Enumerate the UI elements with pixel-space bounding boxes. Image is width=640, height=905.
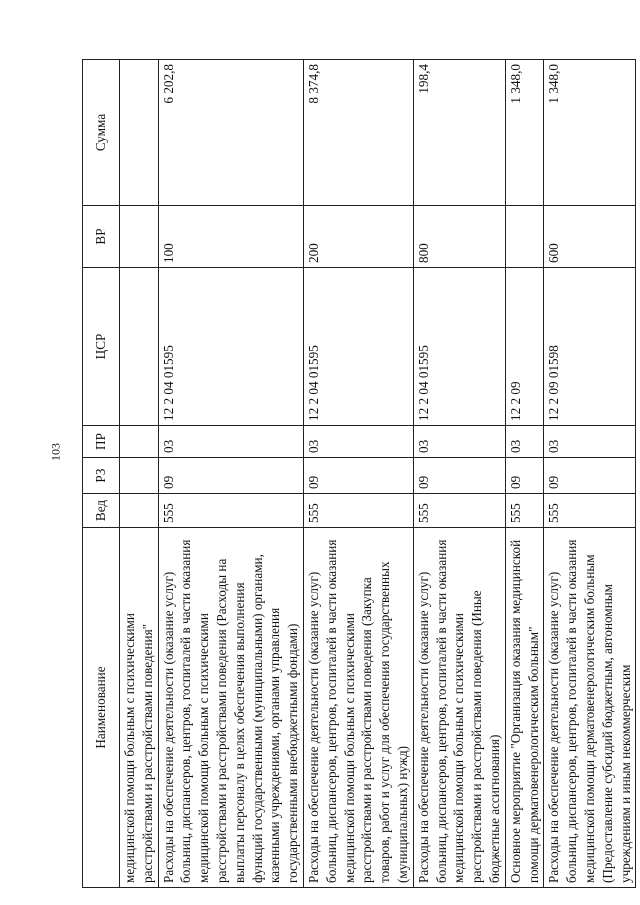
cell-csr: 12 2 09 bbox=[505, 268, 544, 426]
cell-rz: 09 bbox=[544, 458, 636, 494]
cell-rz bbox=[120, 458, 159, 494]
header-pr: ПР bbox=[83, 426, 120, 458]
cell-sum: 1 348,0 bbox=[544, 60, 636, 206]
cell-csr: 12 2 04 01595 bbox=[413, 268, 505, 426]
cell-rz: 09 bbox=[158, 458, 303, 494]
cell-vr bbox=[505, 206, 544, 268]
cell-vr: 600 bbox=[544, 206, 636, 268]
cell-pr: 03 bbox=[505, 426, 544, 458]
cell-sum: 6 202,8 bbox=[158, 60, 303, 206]
cell-pr: 03 bbox=[303, 426, 413, 458]
cell-vr bbox=[120, 206, 159, 268]
cell-sum: 8 374,8 bbox=[303, 60, 413, 206]
cell-sum bbox=[120, 60, 159, 206]
cell-name: Расходы на обеспечение деятельности (оказание услуг) больниц, диспансеров, центров, госпиталей в части оказания медицинской помощи больным с психическими расстройствами и расстройствами поведения (Закупка товаров, работ и услуг для обеспечения государственных (муниципальных) нужд) bbox=[303, 528, 413, 888]
cell-name: Расходы на обеспечение деятельности (оказание услуг) больниц, диспансеров, центров, госпиталей в части оказания медицинской помощи дерматовенерологическим больным (Предоставление субсидий бюджетным, автономным учреждениям и иным некоммерческим bbox=[544, 528, 636, 888]
table-row bbox=[303, 60, 413, 888]
cell-ved: 555 bbox=[413, 494, 505, 528]
table-row bbox=[544, 60, 636, 888]
cell-sum: 198,4 bbox=[413, 60, 505, 206]
table-row bbox=[120, 60, 159, 888]
cell-ved: 555 bbox=[158, 494, 303, 528]
cell-ved: 555 bbox=[544, 494, 636, 528]
cell-pr: 03 bbox=[413, 426, 505, 458]
header-name: Наименование bbox=[83, 528, 120, 888]
table-header-row bbox=[83, 60, 120, 888]
cell-name: Основное мероприятие "Организация оказания медицинской помощи дерматовенерологическим больным" bbox=[505, 528, 544, 888]
budget-table bbox=[82, 59, 636, 888]
cell-vr: 200 bbox=[303, 206, 413, 268]
cell-name: медицинской помощи больным с психическими расстройствами и расстройствами поведения" bbox=[120, 528, 159, 888]
cell-name: Расходы на обеспечение деятельности (оказание услуг) больниц, диспансеров, центров, госпиталей в части оказания медицинской помощи больным с психическими расстройствами и расстройствами поведения (Расходы на выплаты персоналу в целях обеспечения выполнения функций государственными (муниципальными) органами, казенными учреждениями, органами управления государственными внебюджетными фондами) bbox=[158, 528, 303, 888]
cell-pr: 03 bbox=[544, 426, 636, 458]
cell-sum: 1 348,0 bbox=[505, 60, 544, 206]
cell-pr: 03 bbox=[158, 426, 303, 458]
cell-ved: 555 bbox=[303, 494, 413, 528]
header-ved: Вед bbox=[83, 494, 120, 528]
table-row bbox=[413, 60, 505, 888]
table-row bbox=[158, 60, 303, 888]
header-rz: РЗ bbox=[83, 458, 120, 494]
cell-rz: 09 bbox=[413, 458, 505, 494]
cell-ved: 555 bbox=[505, 494, 544, 528]
cell-name: Расходы на обеспечение деятельности (оказание услуг) больниц, диспансеров, центров, госпиталей в части оказания медицинской помощи больным с психическими расстройствами и расстройствами поведения (Иные бюджетные ассигнования) bbox=[413, 528, 505, 888]
cell-rz: 09 bbox=[505, 458, 544, 494]
rotated-page-content bbox=[82, 60, 633, 888]
table-row bbox=[505, 60, 544, 888]
cell-pr bbox=[120, 426, 159, 458]
cell-vr: 100 bbox=[158, 206, 303, 268]
cell-vr: 800 bbox=[413, 206, 505, 268]
cell-rz: 09 bbox=[303, 458, 413, 494]
page-number: 103 bbox=[48, 443, 63, 461]
header-csr: ЦСР bbox=[83, 268, 120, 426]
header-sum: Сумма bbox=[83, 60, 120, 206]
cell-csr: 12 2 09 01598 bbox=[544, 268, 636, 426]
header-vr: ВР bbox=[83, 206, 120, 268]
cell-ved bbox=[120, 494, 159, 528]
cell-csr: 12 2 04 01595 bbox=[303, 268, 413, 426]
cell-csr: 12 2 04 01595 bbox=[158, 268, 303, 426]
cell-csr bbox=[120, 268, 159, 426]
